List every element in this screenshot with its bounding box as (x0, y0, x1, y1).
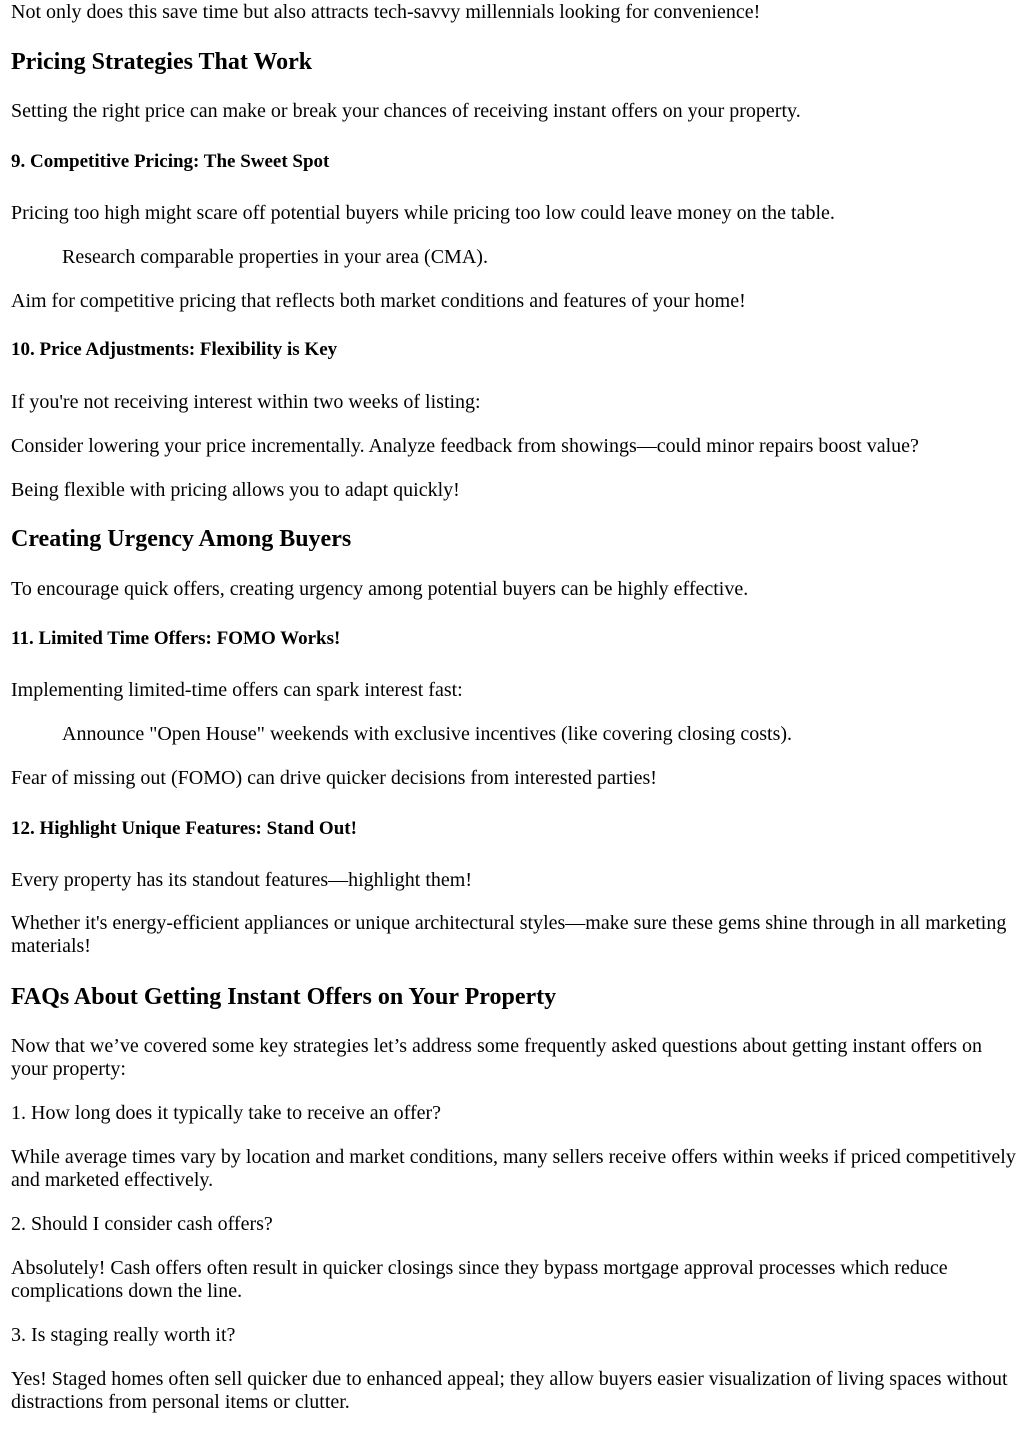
intro-tail-paragraph: Not only does this save time but also attracts tech-savvy millennials looking for convenience! (11, 1, 761, 23)
section-heading-urgency: Creating Urgency Among Buyers (11, 526, 352, 552)
adjustments-paragraph-1: If you're not receiving interest within two weeks of listing: (11, 391, 481, 413)
subheading-price-adjustments: 10. Price Adjustments: Flexibility is Key (11, 339, 338, 360)
subheading-limited-time-offers: 11. Limited Time Offers: FOMO Works! (11, 628, 341, 649)
limited-indented-item: Announce "Open House" weekends with exclusive incentives (like covering closing costs). (62, 723, 793, 745)
subheading-competitive-pricing: 9. Competitive Pricing: The Sweet Spot (11, 151, 330, 172)
section-heading-pricing: Pricing Strategies That Work (11, 49, 313, 75)
features-paragraph-2: Whether it's energy-efficient appliances or unique architectural styles—make sure these gems shine through in all marketing materials! (11, 912, 1007, 957)
features-paragraph-1: Every property has its standout features—highlight them! (11, 869, 473, 891)
limited-paragraph-2: Fear of missing out (FOMO) can drive quicker decisions from interested parties! (11, 767, 657, 789)
faq-answer-2: Absolutely! Cash offers often result in quicker closings since they bypass mortgage approval processes which reduce complications down the line. (11, 1257, 948, 1302)
competitive-indented-item: Research comparable properties in your area (CMA). (62, 246, 488, 268)
subheading-unique-features: 12. Highlight Unique Features: Stand Out! (11, 818, 357, 839)
adjustments-paragraph-3: Being flexible with pricing allows you to adapt quickly! (11, 479, 460, 501)
limited-paragraph-1: Implementing limited-time offers can spark interest fast: (11, 679, 463, 701)
faq-question-1: 1. How long does it typically take to receive an offer? (11, 1102, 442, 1124)
faq-question-3: 3. Is staging really worth it? (11, 1324, 236, 1346)
faq-answer-1: While average times vary by location and market conditions, many sellers receive offers within weeks if priced competitively and marketed effectively. (11, 1146, 1016, 1191)
adjustments-paragraph-2: Consider lowering your price incrementally. Analyze feedback from showings—could minor repairs boost value? (11, 435, 919, 457)
faq-question-2: 2. Should I consider cash offers? (11, 1213, 273, 1235)
competitive-paragraph-1: Pricing too high might scare off potential buyers while pricing too low could leave money on the table. (11, 202, 835, 224)
competitive-paragraph-2: Aim for competitive pricing that reflects both market conditions and features of your home! (11, 290, 746, 312)
pricing-intro-paragraph: Setting the right price can make or break your chances of receiving instant offers on your property. (11, 100, 801, 122)
faqs-intro-paragraph: Now that we’ve covered some key strategies let’s address some frequently asked questions about getting instant offers on your property: (11, 1035, 983, 1080)
faq-answer-3: Yes! Staged homes often sell quicker due to enhanced appeal; they allow buyers easier visualization of living spaces without distractions from personal items or clutter. (11, 1368, 1008, 1413)
urgency-intro-paragraph: To encourage quick offers, creating urgency among potential buyers can be highly effective. (11, 578, 749, 600)
section-heading-faqs: FAQs About Getting Instant Offers on Your Property (11, 984, 557, 1010)
